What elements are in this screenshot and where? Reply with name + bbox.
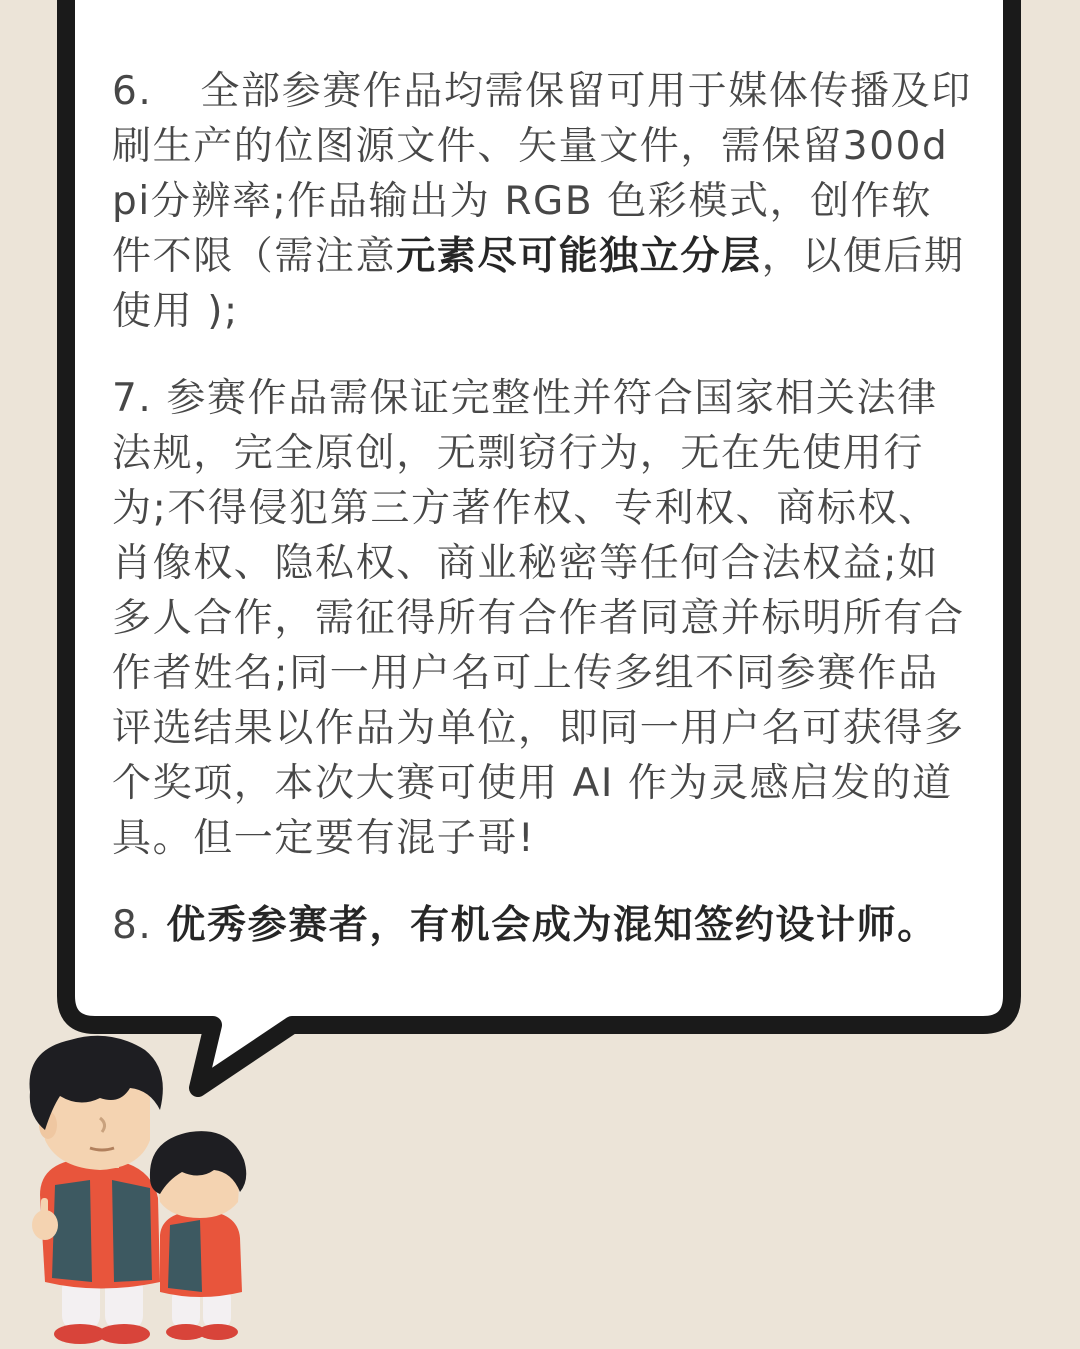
rule-number: 8.: [112, 903, 153, 948]
rule-7: [112, 371, 972, 866]
rule-emphasis: 元素尽可能独立分层: [396, 234, 762, 279]
rule-number: 7.: [112, 376, 153, 421]
rule-text: 参赛作品需保证完整性并符合国家相关法律法规，完全原创，无剽窃行为，无在先使用行为;不得侵犯第三方著作权、专利权、商标权、肖像权、隐私权、商业秘密等任何合法权益;如多人合作，需征得所有合作者同意并标明所有合作者姓名;同一用户名可上传多组不同参赛作品评选结果以作品为单位，即同一用户名可获得多个奖项，本次大赛可使用 AI 作为灵感启发的道具。但一定要有混子哥!: [112, 376, 965, 861]
rule-6: [112, 64, 972, 339]
mascot-small-icon: [150, 1131, 246, 1340]
rule-text: 全部参赛作品均需保留可用于媒体传播及印刷生产的位图源文件、矢量文件，需保留300dpi分辨率;作品输出为 RGB 色彩模式，创作软件不限（需注意: [112, 69, 972, 279]
rule-number: 6.: [112, 69, 153, 114]
rules-text: [112, 64, 972, 953]
rule-text-end: ，以便后期使用 );: [112, 234, 965, 334]
rule-emphasis: 优秀参赛者，有机会成为混知签约设计师。: [166, 903, 938, 948]
rule-8: [112, 898, 972, 953]
mascot-illustration: [0, 1020, 300, 1349]
mascot-large-icon: [30, 1036, 163, 1344]
